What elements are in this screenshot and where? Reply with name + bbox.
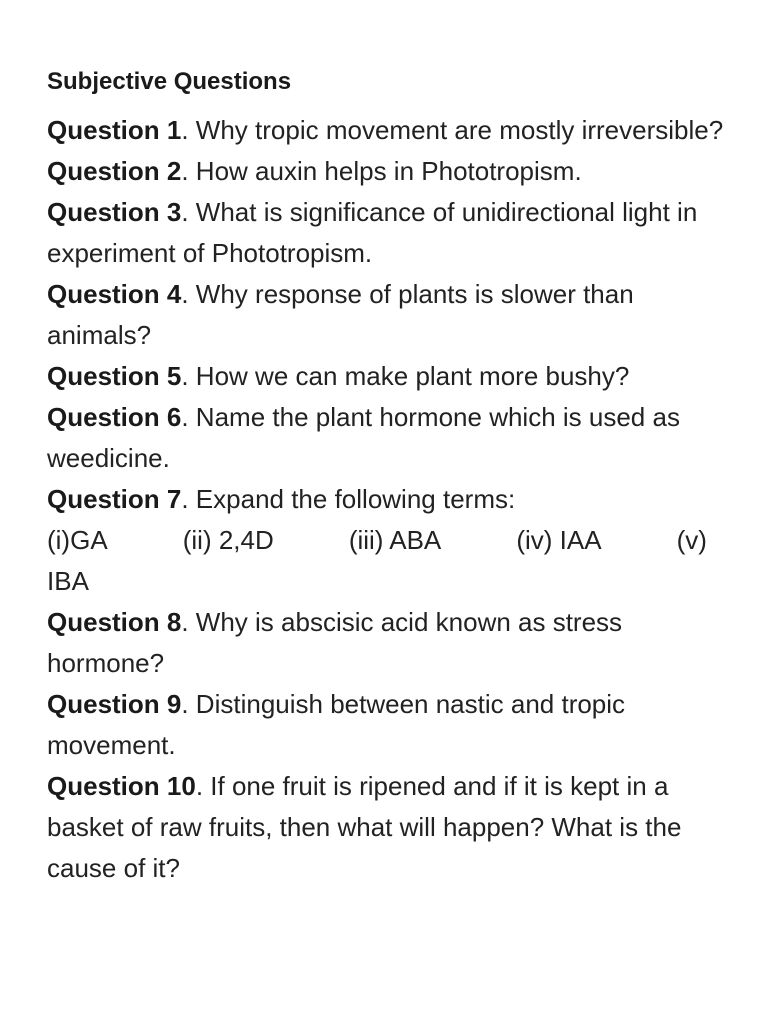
question-text: . Why response of plants is slower than animals? [47, 279, 634, 350]
question-text: . Expand the following terms: [181, 484, 516, 514]
question-item [47, 151, 727, 192]
term-item: (v) [676, 525, 707, 555]
question-text: . Why tropic movement are mostly irreversible? [181, 115, 724, 145]
terms-row [47, 520, 707, 561]
question-item [47, 274, 727, 356]
question-label: Question 9 [47, 689, 182, 719]
question-label: Question 7 [47, 484, 182, 514]
question-text: . If one fruit is ripened and if it is kept in a basket of raw fruits, then what will happen? What is the cause of it? [47, 771, 682, 883]
term-item: (iii) ABA [348, 525, 442, 555]
question-label: Question 5 [47, 361, 182, 391]
question-text: . Name the plant hormone which is used as weedicine. [47, 402, 680, 473]
question-text: . Why is abscisic acid known as stress hormone? [47, 607, 623, 678]
question-label: Question 1 [47, 115, 182, 145]
question-label: Question 6 [47, 402, 182, 432]
term-item-continued: IBA [47, 566, 89, 596]
question-item [47, 356, 727, 397]
question-text: . How we can make plant more bushy? [181, 361, 630, 391]
question-item [47, 684, 727, 766]
term-item: (i)GA [47, 525, 108, 555]
question-label: Question 3 [47, 197, 182, 227]
term-item: (ii) 2,4D [182, 525, 274, 555]
question-label: Question 8 [47, 607, 182, 637]
question-label: Question 2 [47, 156, 182, 186]
question-item [47, 110, 727, 151]
question-text: . How auxin helps in Phototropism. [181, 156, 582, 186]
page-heading: Subjective Questions [47, 68, 292, 95]
question-text: . What is significance of unidirectional light in experiment of Phototropism. [47, 197, 698, 268]
question-item [47, 192, 727, 274]
question-list [47, 110, 727, 889]
question-text: . Distinguish between nastic and tropic movement. [47, 689, 626, 760]
question-label: Question 4 [47, 279, 182, 309]
question-item [47, 766, 727, 889]
question-item [47, 602, 727, 684]
document-page [47, 62, 727, 889]
question-item [47, 397, 727, 479]
question-item [47, 479, 727, 520]
question-label: Question 10 [47, 771, 196, 801]
term-item: (iv) IAA [516, 525, 602, 555]
